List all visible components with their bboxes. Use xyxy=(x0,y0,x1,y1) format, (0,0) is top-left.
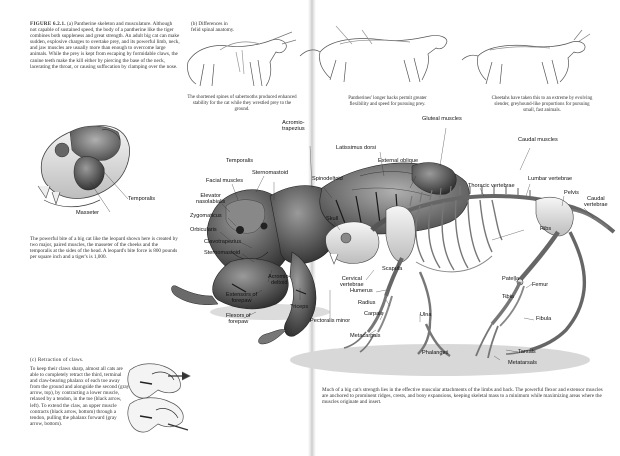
label-thoracic-vertebrae: Thoracic vertebrae xyxy=(468,183,515,189)
cheetah-caption: Cheetahs have taken this to an extreme by evolving slender, greyhound-like proportions for pursuing small, fast animals. xyxy=(491,96,593,113)
label-latissimus-dorsi: Latissimus dorsi xyxy=(336,145,377,151)
sabertooth-sketch xyxy=(187,32,296,86)
panel-c-text: To keep their claws sharp, almost all cats are able to completely retract the third, terminal and claw-bearing phalanx of each toe away from the ground and alongside the second (gray arrow, top), by contracting a lower muscle, relaxed by a tendon, in the toe (black arrow, left). To extend the claw, an upper muscle contracts (black arrow, bottom) through a tendon, pulling the phalanx forward (gray arrow, bottom). xyxy=(30,366,130,427)
skull-label-masseter: Masseter xyxy=(76,210,100,216)
label-spinodeltoid: Spinodeltoid xyxy=(312,176,343,182)
label-radius: Radius xyxy=(358,300,376,306)
pantherine-caption: Pantherines' longer backs permit greater flexibility and speed for pursuing prey. xyxy=(348,96,427,107)
label-pelvis: Pelvis xyxy=(564,190,579,196)
label-carpals: Carpals xyxy=(364,311,384,317)
label-pectoralis-minor: Pectoralis minor xyxy=(310,318,351,324)
label-caudal-vertebrae: Caudal vertebrae xyxy=(584,196,608,208)
label-ulna: Ulna xyxy=(420,312,432,318)
label-lumbar-vertebrae: Lumbar vertebrae xyxy=(528,176,573,182)
panel-b-title: (b) Differences in felid spinal anatomy. xyxy=(191,21,235,34)
bottom-caption: Much of a big cat's strength lies in the effective muscular attachments of the limbs and back. The powerful flexor and extensor muscles are anchored to prominent ridges, crests, and bony expansions, keeping skeletal mass to a minimum while maximizing areas where the muscles originate and insert. xyxy=(322,387,603,406)
label-orbicularis: Orbicularis xyxy=(190,227,217,233)
label-facial-muscles: Facial muscles xyxy=(206,178,243,184)
label-acromio-trapezius: Acromio- trapezius xyxy=(282,120,305,132)
label-metatarsals: Metatarsals xyxy=(508,360,537,366)
label-triceps: Triceps xyxy=(290,304,309,310)
label-humerus: Humerus xyxy=(350,288,373,294)
panel-c-title: (c) Retraction of claws. xyxy=(30,357,84,363)
label-sternomastoid: Sternomastoid xyxy=(252,170,289,176)
label-ribs: Ribs xyxy=(540,226,552,232)
label-temporalis: Temporalis xyxy=(226,158,254,164)
label-scapula: Scapula xyxy=(382,266,403,272)
label-external-oblique: External oblique xyxy=(378,158,419,164)
pantherine-sketch xyxy=(300,26,447,82)
figure-number: FIGURE 6.2.1. xyxy=(30,21,66,27)
label-acromio-deltoid: Acromio- deltoid xyxy=(268,274,291,286)
claw-retraction-sketch xyxy=(128,364,190,432)
leopard-skull xyxy=(38,126,130,207)
figure-title: (a) Pantherine skeleton and musculature. xyxy=(67,21,152,27)
skull-caption: The powerful bite of a big cat like the leopard shown here is created by two major, paired muscles, the masseter of the cheeks and the temporalis at the sides of the head. A leopard's bite force is 800 pounds per square inch and a tiger's is 1,000. xyxy=(30,236,178,261)
cheetah-sketch xyxy=(462,30,590,84)
label-femur: Femur xyxy=(532,282,549,288)
label-clavotrapezius: Clavotrapezius xyxy=(204,239,241,245)
figure-intro-text xyxy=(30,21,180,70)
label-cervical-vertebrae: Cervical vertebrae xyxy=(340,276,364,288)
label-phalanges: Phalanges xyxy=(422,350,449,356)
sabertooth-caption: The shortened spines of sabertooths produced enhanced stability for the cat while they wrestled prey to the ground. xyxy=(187,95,297,112)
skull-label-temporalis: Temporalis xyxy=(128,196,156,202)
label-zygomaticus: Zygomaticus xyxy=(190,213,222,219)
label-skull: Skull xyxy=(326,216,339,222)
label-metacarpals: Metacarpals xyxy=(350,333,381,339)
label-patella: Patella xyxy=(502,276,520,282)
label-elevator-nasolabialis: Elevator nasolabialis xyxy=(196,193,226,205)
label-tarsals: Tarsals xyxy=(518,349,536,355)
label-fibula: Fibula xyxy=(536,316,552,322)
label-flexors-forepaw: Flexors of forepaw xyxy=(226,313,251,325)
label-caudal-muscles: Caudal muscles xyxy=(518,137,558,143)
figure-intro: Although not capable of sustained speed, the body of a pantherine like the tiger combines both suppleness and great strength. An adult big cat can make sudden, explosive charges to overtake prey, and its powerful limb, neck, and jaw muscles are usually more than enough to overcome large animals. While the prey is kept from escaping by formidable claws, the canine teeth make the kill either by piercing the base of the neck, lacerating the throat, or causing suffocation by clamping over the nose. xyxy=(30,21,180,70)
label-extensors-forepaw: Extensors of forepaw xyxy=(226,292,258,304)
label-tibia: Tibia xyxy=(502,294,514,300)
label-sternomastoid-lower: Sternomastoid xyxy=(204,250,241,256)
label-gluteal-muscles: Gluteal muscles xyxy=(422,116,462,122)
